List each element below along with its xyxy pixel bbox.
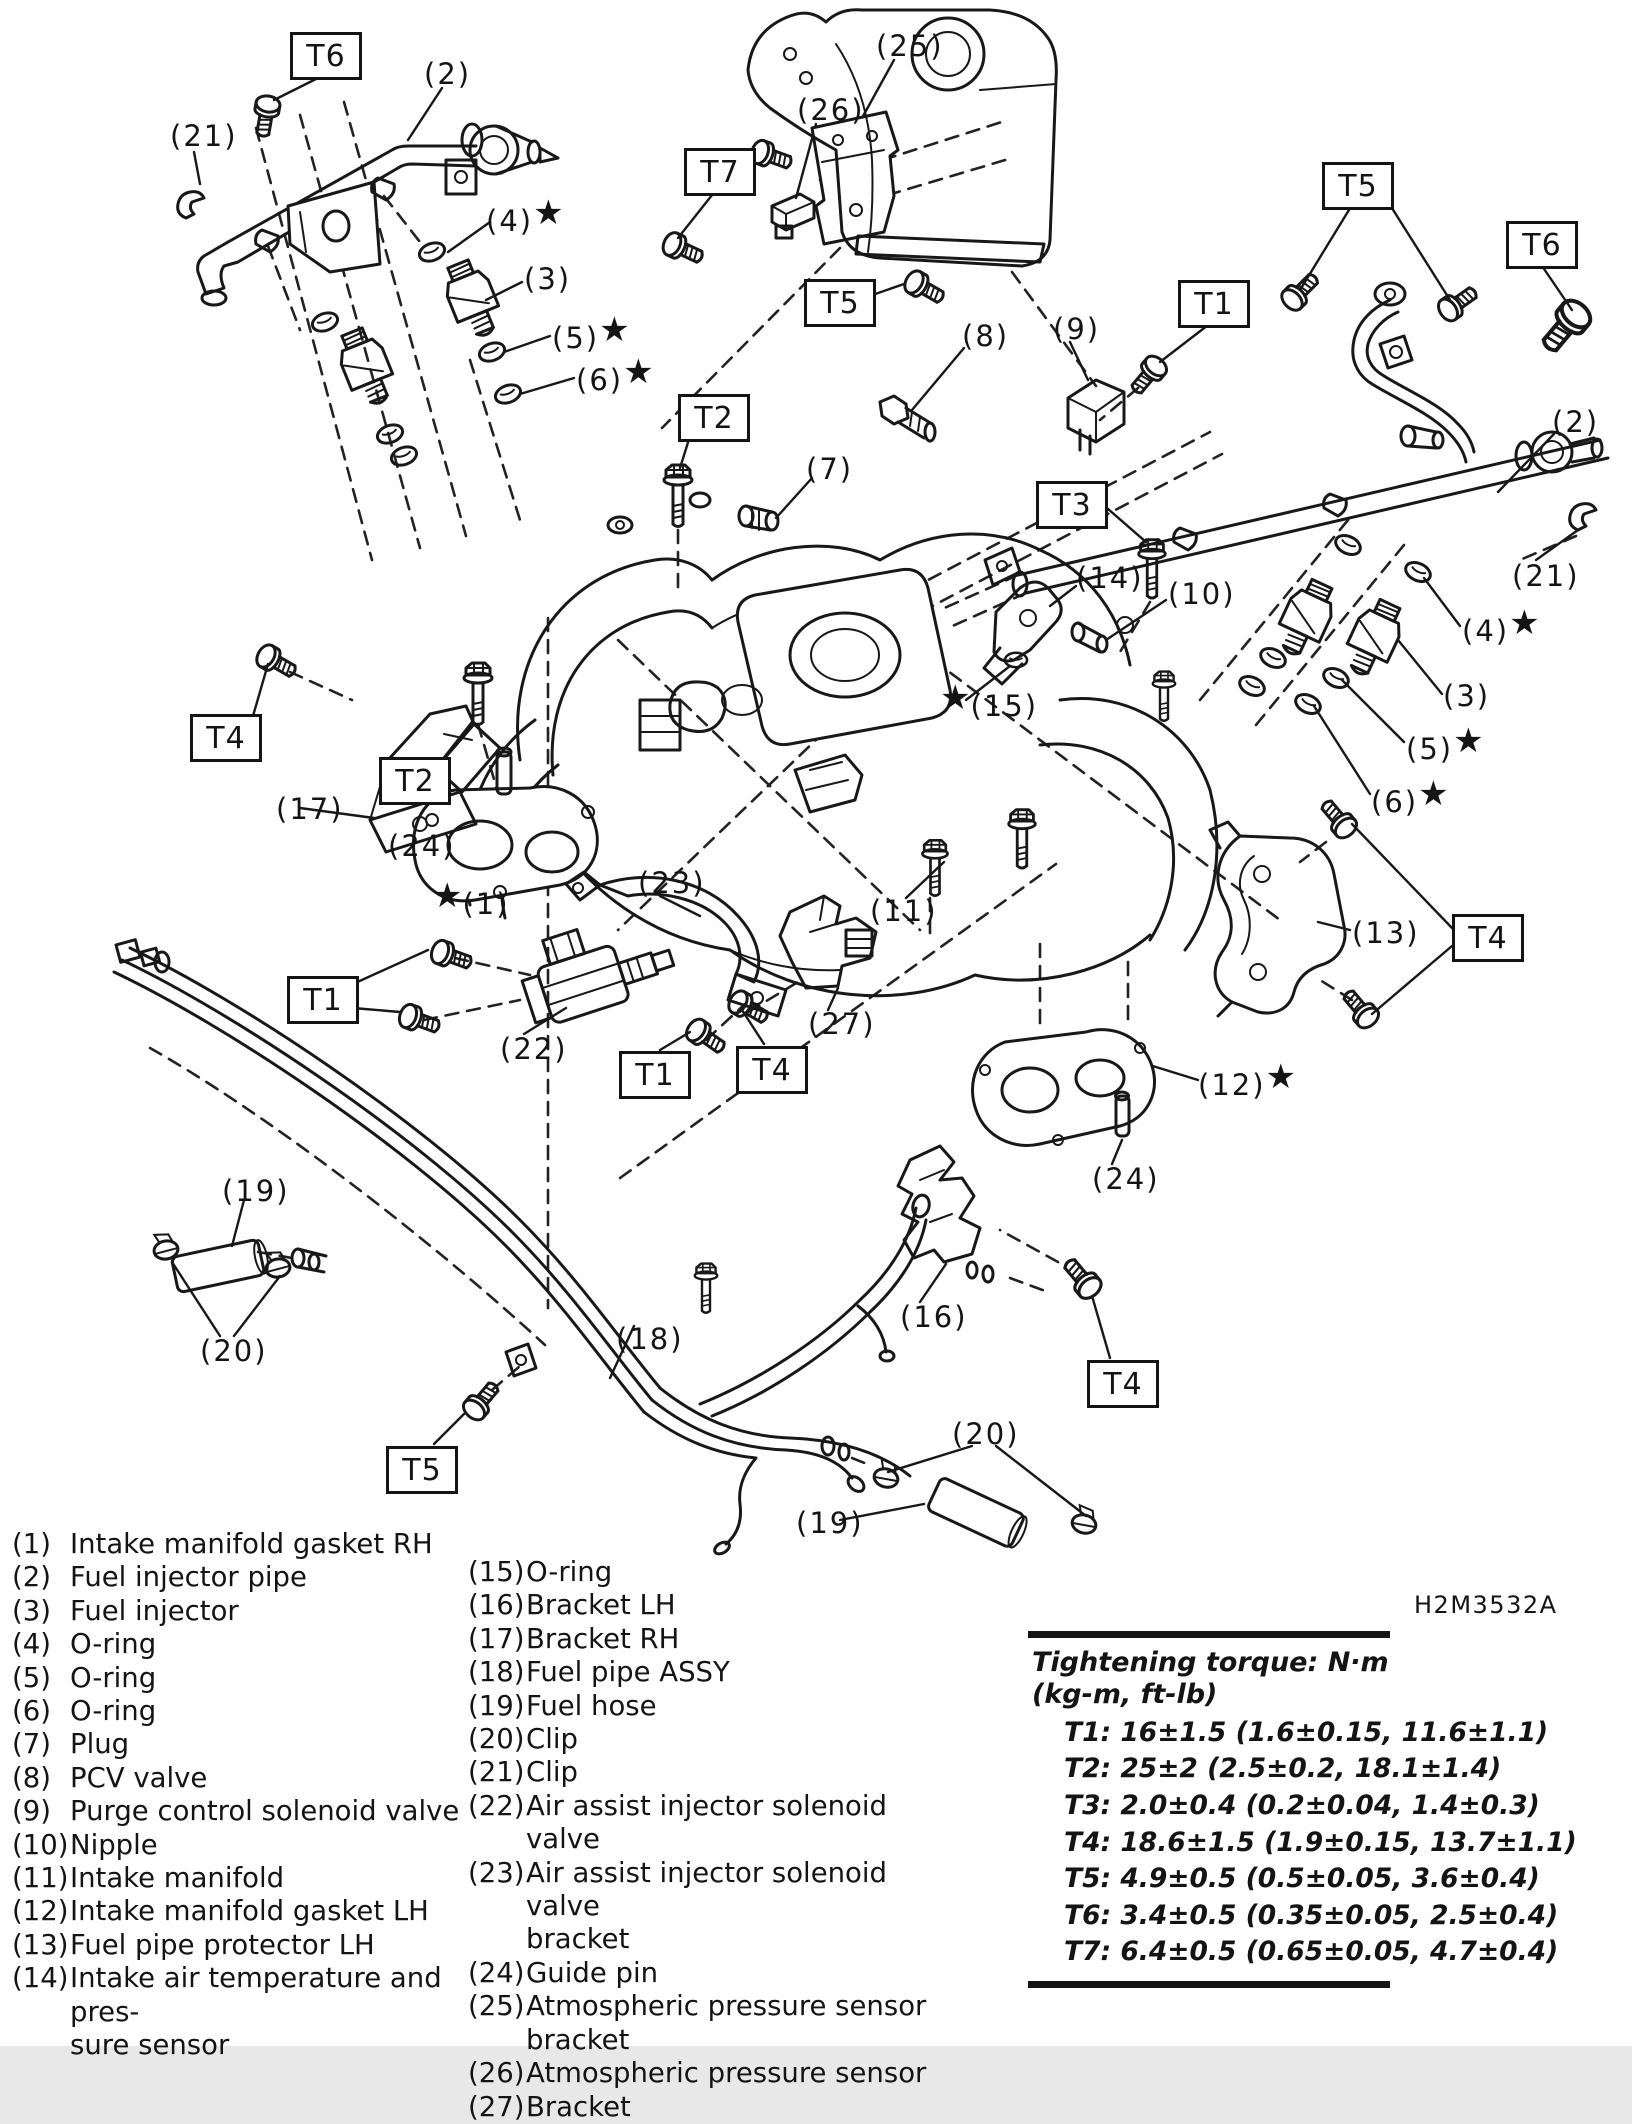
parts-list-item xyxy=(468,1990,968,2057)
figure-code: H2M3532A xyxy=(1414,1591,1558,1619)
part-number: (23) xyxy=(468,1856,525,1889)
parts-list-item xyxy=(468,1623,968,1656)
part-name: Fuel injector pipe xyxy=(70,1561,307,1594)
parts-list-item xyxy=(12,1528,462,1561)
parts-list-item xyxy=(12,1895,462,1928)
part-number: (15) xyxy=(468,1556,525,1588)
parts-list-item xyxy=(12,1595,462,1628)
part-number-label: (2) xyxy=(424,57,472,91)
part-number-label: (27) xyxy=(808,1007,876,1041)
parts-list-item xyxy=(468,1857,968,1957)
part-name: Plug xyxy=(70,1728,130,1761)
torque-table-bottom-rule xyxy=(1028,1981,1390,1988)
parts-list-item xyxy=(12,1561,462,1594)
fuel-pipe-protector-drawing xyxy=(1210,795,1382,1031)
torque-spec-row: T4: 18.6±1.5 (1.9±0.15, 13.7±1.1) xyxy=(1064,1826,1577,1858)
part-number: (16) xyxy=(468,1589,525,1622)
part-name: Bracket LH xyxy=(526,1589,676,1622)
part-name: Fuel injector xyxy=(70,1594,239,1627)
part-number: (21) xyxy=(468,1756,525,1789)
part-number-label: (19) xyxy=(222,1174,290,1208)
part-name: Atmospheric pressure sensor xyxy=(526,2057,927,2090)
parts-list-item xyxy=(12,1962,462,2062)
torque-callout-box-t1: T1 xyxy=(1178,280,1250,328)
part-number: (11) xyxy=(12,1862,69,1895)
part-number: (10) xyxy=(12,1828,69,1861)
part-number-label: (14) xyxy=(1076,561,1144,595)
torque-spec-row: T2: 25±2 (2.5±0.2, 18.1±1.4) xyxy=(1064,1753,1502,1785)
part-number: (1) xyxy=(12,1528,51,1560)
parts-list-item xyxy=(12,1862,462,1895)
torque-callout-box-t5: T5 xyxy=(386,1446,458,1494)
part-name: Intake manifold gasket RH xyxy=(70,1528,433,1560)
parts-list-item xyxy=(468,1656,968,1689)
parts-list-column-2 xyxy=(468,1556,968,2124)
part-name: Bracket RH xyxy=(526,1622,680,1655)
part-number-label: ★(15) xyxy=(940,678,1039,723)
part-number: (12) xyxy=(12,1895,69,1928)
torque-table xyxy=(1028,1631,1577,1988)
part-number-label: (13) xyxy=(1352,916,1420,950)
part-number-label: (6)★ xyxy=(576,352,654,397)
part-number: (8) xyxy=(12,1761,51,1794)
part-number-label: (9) xyxy=(1053,312,1101,346)
part-number-label: (17) xyxy=(276,792,344,826)
part-number-label: (5)★ xyxy=(1406,721,1484,766)
parts-list-item xyxy=(12,1795,462,1828)
part-number: (17) xyxy=(468,1622,525,1655)
part-number: (2) xyxy=(12,1561,51,1594)
part-number-label: (6)★ xyxy=(1371,774,1449,819)
part-name: O-ring xyxy=(526,1556,613,1588)
part-number-label: (3) xyxy=(1443,679,1491,713)
part-number: (9) xyxy=(12,1795,51,1828)
torque-spec-row: T6: 3.4±0.5 (0.35±0.05, 2.5±0.4) xyxy=(1064,1899,1559,1931)
torque-callout-box-t2: T2 xyxy=(379,757,451,805)
part-number-label: (21) xyxy=(170,119,238,153)
part-number-label: (7) xyxy=(806,452,854,486)
torque-callout-box-t7: T7 xyxy=(684,148,756,196)
part-number: (26) xyxy=(468,2057,525,2090)
part-number: (27) xyxy=(468,2090,525,2123)
part-name: Bracket xyxy=(526,2090,631,2123)
part-name: Air assist injector solenoid valve bracket xyxy=(526,1856,887,1956)
parts-list-item xyxy=(12,1628,462,1661)
part-name: PCV valve xyxy=(70,1761,208,1794)
part-number: (19) xyxy=(468,1689,525,1722)
parts-list-item xyxy=(468,1756,968,1789)
part-number-label: (4)★ xyxy=(486,193,564,238)
part-number-label: (19) xyxy=(796,1506,864,1540)
part-number: (14) xyxy=(12,1962,69,1995)
part-number-label: (22) xyxy=(500,1032,568,1066)
star-marker: ★ xyxy=(432,876,463,916)
star-marker: ★ xyxy=(623,352,654,392)
star-marker: ★ xyxy=(599,310,630,350)
part-number: (18) xyxy=(468,1656,525,1689)
part-number: (22) xyxy=(468,1789,525,1822)
parts-list-item xyxy=(12,1829,462,1862)
part-number-label: (24) xyxy=(1092,1162,1160,1196)
torque-table-top-rule xyxy=(1028,1631,1390,1638)
parts-list-item xyxy=(12,1728,462,1761)
part-number-label: (10) xyxy=(1168,577,1236,611)
part-number: (25) xyxy=(468,1990,525,2023)
part-number: (24) xyxy=(468,1956,525,1989)
star-marker: ★ xyxy=(1453,721,1484,761)
part-name: Fuel pipe protector LH xyxy=(70,1928,375,1961)
part-number: (6) xyxy=(12,1695,51,1728)
part-number: (4) xyxy=(12,1628,51,1661)
parts-list-item xyxy=(12,1762,462,1795)
torque-spec-row: T5: 4.9±0.5 (0.5±0.05, 3.6±0.4) xyxy=(1064,1863,1540,1895)
torque-callout-box-t5: T5 xyxy=(804,279,876,327)
part-name: Clip xyxy=(526,1723,578,1756)
torque-table-rows xyxy=(1028,1715,1577,1971)
part-name: Clip xyxy=(526,1756,578,1789)
torque-spec-row: T3: 2.0±0.4 (0.2±0.04, 1.4±0.3) xyxy=(1064,1789,1540,1821)
part-name: O-ring xyxy=(70,1695,157,1728)
torque-callout-box-t5: T5 xyxy=(1322,162,1394,210)
star-marker: ★ xyxy=(940,678,971,718)
torque-callout-box-t4: T4 xyxy=(1452,914,1524,962)
torque-callout-box-t1: T1 xyxy=(619,1051,691,1099)
part-number-label: (23) xyxy=(638,866,706,900)
part-number: (5) xyxy=(12,1661,51,1694)
part-number-label: (18) xyxy=(616,1322,684,1356)
part-number-label: (8) xyxy=(962,319,1010,353)
star-marker: ★ xyxy=(533,193,564,233)
part-name: Intake manifold gasket LH xyxy=(70,1895,429,1928)
parts-list-item xyxy=(468,2091,968,2124)
part-number-label: (12)★ xyxy=(1198,1057,1297,1102)
part-name: Fuel pipe ASSY xyxy=(526,1656,730,1689)
part-number-label: (16) xyxy=(900,1300,968,1334)
part-number: (7) xyxy=(12,1728,51,1761)
star-marker: ★ xyxy=(1265,1057,1297,1097)
parts-list-item xyxy=(12,1662,462,1695)
part-number-label: (25) xyxy=(876,29,944,63)
part-name: O-ring xyxy=(70,1628,157,1661)
part-number-label: (20) xyxy=(200,1334,268,1368)
parts-list-item xyxy=(12,1695,462,1728)
parts-list-item xyxy=(468,1723,968,1756)
parts-list-item xyxy=(468,1957,968,1990)
torque-callout-box-t6: T6 xyxy=(290,32,362,80)
part-name: Air assist injector solenoid valve xyxy=(526,1789,887,1856)
part-number-label: (11) xyxy=(870,894,938,928)
torque-callout-box-t3: T3 xyxy=(1036,481,1108,529)
part-name: O-ring xyxy=(70,1661,157,1694)
part-name: Atmospheric pressure sensor bracket xyxy=(526,1990,927,2056)
star-marker: ★ xyxy=(1418,774,1449,814)
parts-list-item xyxy=(12,1929,462,1962)
part-name: Fuel hose xyxy=(526,1689,657,1722)
parts-list-item xyxy=(468,2057,968,2090)
part-number: (13) xyxy=(12,1928,69,1961)
part-name: Intake manifold xyxy=(70,1862,285,1895)
part-number: (3) xyxy=(12,1594,51,1627)
torque-callout-box-t2: T2 xyxy=(678,394,750,442)
torque-callout-box-t1: T1 xyxy=(287,976,359,1024)
part-number-label: ★(1) xyxy=(432,876,510,921)
torque-spec-row: T1: 16±1.5 (1.6±0.15, 11.6±1.1) xyxy=(1064,1716,1549,1748)
part-number: (20) xyxy=(468,1723,525,1756)
part-name: Nipple xyxy=(70,1828,158,1861)
part-number-label: (4)★ xyxy=(1462,603,1540,648)
part-number-label: (24) xyxy=(388,829,456,863)
part-number-label: (2) xyxy=(1552,405,1600,439)
parts-list-item xyxy=(468,1790,968,1857)
parts-list-item xyxy=(468,1589,968,1622)
part-number-label: (5)★ xyxy=(552,310,630,355)
parts-list-column-1 xyxy=(12,1528,462,2063)
part-number-label: (21) xyxy=(1512,559,1580,593)
part-name: Intake air temperature and pres- sure sensor xyxy=(70,1962,442,2062)
torque-callout-box-t4: T4 xyxy=(1087,1360,1159,1408)
torque-spec-row: T7: 6.4±0.5 (0.65±0.05, 4.7±0.4) xyxy=(1064,1936,1559,1968)
fuel-pipe-assy-drawing xyxy=(114,940,1105,1557)
parts-list-item xyxy=(468,1556,968,1589)
torque-callout-box-t6: T6 xyxy=(1506,221,1578,269)
parts-list-item xyxy=(468,1690,968,1723)
part-name: Purge control solenoid valve xyxy=(70,1795,460,1828)
part-name: Guide pin xyxy=(526,1956,659,1989)
torque-callout-box-t4: T4 xyxy=(736,1046,808,1094)
part-number-label: (20) xyxy=(952,1417,1020,1451)
star-marker: ★ xyxy=(1509,603,1540,643)
torque-callout-box-t4: T4 xyxy=(190,714,262,762)
torque-table-title: Tightening torque: N·m (kg-m, ft-lb) xyxy=(1032,1647,1389,1711)
part-number-label: (3) xyxy=(524,262,572,296)
part-number-label: (26) xyxy=(797,93,865,127)
